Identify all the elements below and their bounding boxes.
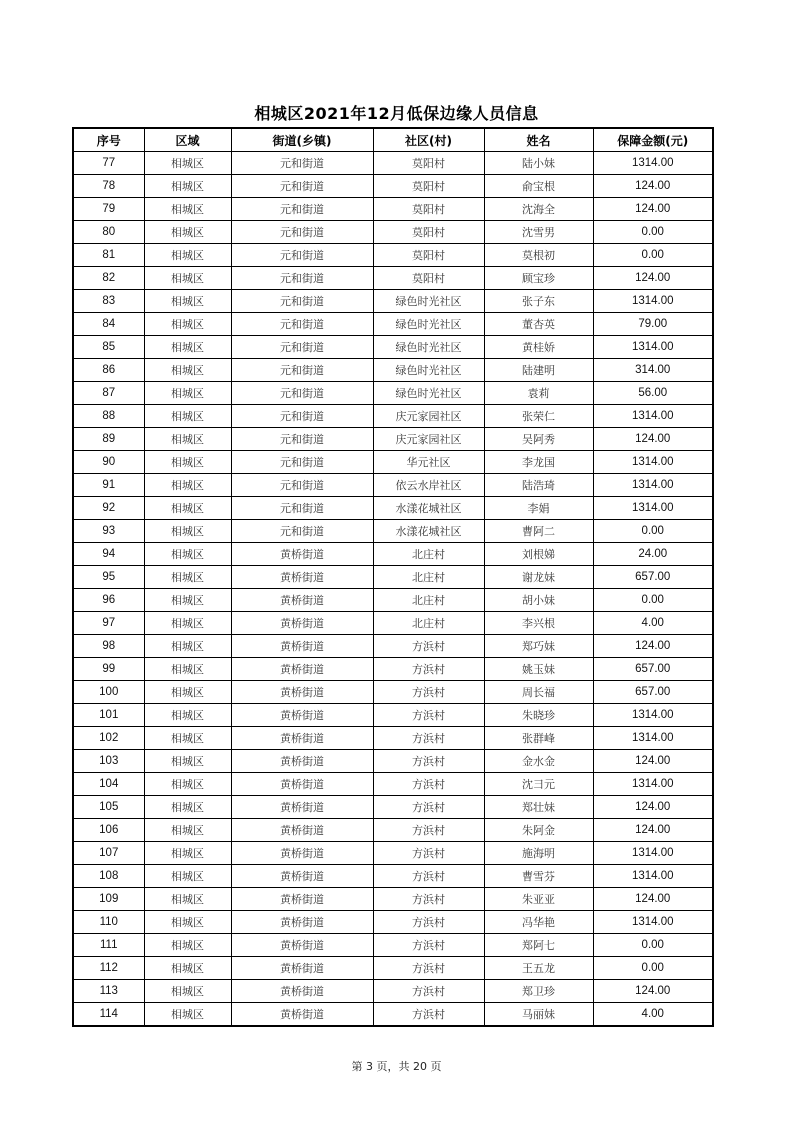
cell-street: 元和街道 [231, 198, 373, 221]
cell-community: 北庄村 [373, 566, 484, 589]
cell-amount: 0.00 [593, 221, 713, 244]
cell-amount: 657.00 [593, 566, 713, 589]
cell-name: 冯华艳 [484, 911, 593, 934]
table-row [73, 635, 713, 658]
cell-serial: 85 [73, 336, 144, 359]
table-row [73, 543, 713, 566]
cell-street: 黄桥街道 [231, 658, 373, 681]
cell-serial: 109 [73, 888, 144, 911]
cell-amount: 124.00 [593, 175, 713, 198]
cell-community: 莫阳村 [373, 175, 484, 198]
cell-community: 方浜村 [373, 750, 484, 773]
header-name: 姓名 [484, 128, 593, 152]
cell-community: 方浜村 [373, 842, 484, 865]
cell-serial: 107 [73, 842, 144, 865]
cell-street: 黄桥街道 [231, 796, 373, 819]
cell-community: 莫阳村 [373, 198, 484, 221]
cell-serial: 87 [73, 382, 144, 405]
cell-street: 黄桥街道 [231, 911, 373, 934]
cell-serial: 79 [73, 198, 144, 221]
cell-district: 相城区 [144, 267, 231, 290]
cell-serial: 78 [73, 175, 144, 198]
cell-community: 方浜村 [373, 796, 484, 819]
cell-district: 相城区 [144, 980, 231, 1003]
cell-district: 相城区 [144, 428, 231, 451]
cell-community: 方浜村 [373, 819, 484, 842]
cell-community: 北庄村 [373, 589, 484, 612]
table-row [73, 819, 713, 842]
cell-street: 元和街道 [231, 152, 373, 175]
cell-name: 朱阿金 [484, 819, 593, 842]
cell-district: 相城区 [144, 796, 231, 819]
header-amount: 保障金额(元) [593, 128, 713, 152]
cell-name: 刘根娣 [484, 543, 593, 566]
cell-street: 元和街道 [231, 221, 373, 244]
cell-district: 相城区 [144, 175, 231, 198]
cell-street: 黄桥街道 [231, 888, 373, 911]
cell-amount: 0.00 [593, 520, 713, 543]
cell-serial: 101 [73, 704, 144, 727]
cell-street: 黄桥街道 [231, 589, 373, 612]
table-row [73, 704, 713, 727]
cell-name: 张群峰 [484, 727, 593, 750]
cell-street: 黄桥街道 [231, 865, 373, 888]
cell-street: 元和街道 [231, 290, 373, 313]
cell-street: 黄桥街道 [231, 704, 373, 727]
cell-district: 相城区 [144, 520, 231, 543]
cell-amount: 4.00 [593, 612, 713, 635]
cell-community: 方浜村 [373, 681, 484, 704]
cell-community: 依云水岸社区 [373, 474, 484, 497]
table-row [73, 221, 713, 244]
cell-amount: 1314.00 [593, 727, 713, 750]
table-row [73, 382, 713, 405]
cell-district: 相城区 [144, 658, 231, 681]
table-row [73, 566, 713, 589]
cell-street: 元和街道 [231, 175, 373, 198]
cell-district: 相城区 [144, 451, 231, 474]
table-row [73, 865, 713, 888]
cell-amount: 124.00 [593, 635, 713, 658]
cell-name: 马丽妹 [484, 1003, 593, 1027]
cell-district: 相城区 [144, 474, 231, 497]
cell-street: 元和街道 [231, 267, 373, 290]
cell-district: 相城区 [144, 244, 231, 267]
cell-district: 相城区 [144, 359, 231, 382]
cell-district: 相城区 [144, 911, 231, 934]
cell-community: 绿色时光社区 [373, 290, 484, 313]
cell-community: 方浜村 [373, 658, 484, 681]
table-row [73, 842, 713, 865]
page-footer: 第 3 页，共 20 页 [351, 1060, 442, 1073]
cell-district: 相城区 [144, 152, 231, 175]
table-row [73, 290, 713, 313]
table-row [73, 336, 713, 359]
cell-amount: 1314.00 [593, 290, 713, 313]
cell-community: 莫阳村 [373, 221, 484, 244]
cell-community: 绿色时光社区 [373, 336, 484, 359]
cell-community: 水漾花城社区 [373, 497, 484, 520]
cell-street: 黄桥街道 [231, 934, 373, 957]
cell-district: 相城区 [144, 221, 231, 244]
cell-district: 相城区 [144, 727, 231, 750]
table-row [73, 497, 713, 520]
cell-district: 相城区 [144, 750, 231, 773]
cell-amount: 1314.00 [593, 911, 713, 934]
cell-serial: 81 [73, 244, 144, 267]
table-row [73, 428, 713, 451]
cell-serial: 95 [73, 566, 144, 589]
table-row [73, 796, 713, 819]
cell-community: 方浜村 [373, 635, 484, 658]
cell-name: 沈雪男 [484, 221, 593, 244]
cell-serial: 108 [73, 865, 144, 888]
cell-serial: 100 [73, 681, 144, 704]
table-row [73, 520, 713, 543]
table-row [73, 612, 713, 635]
cell-district: 相城区 [144, 842, 231, 865]
cell-serial: 105 [73, 796, 144, 819]
table-row [73, 175, 713, 198]
table-row [73, 750, 713, 773]
table-row [73, 888, 713, 911]
cell-amount: 1314.00 [593, 336, 713, 359]
cell-serial: 112 [73, 957, 144, 980]
cell-street: 黄桥街道 [231, 750, 373, 773]
cell-amount: 124.00 [593, 819, 713, 842]
cell-street: 黄桥街道 [231, 612, 373, 635]
cell-community: 方浜村 [373, 888, 484, 911]
cell-name: 莫根初 [484, 244, 593, 267]
cell-community: 北庄村 [373, 612, 484, 635]
cell-district: 相城区 [144, 704, 231, 727]
cell-name: 金水金 [484, 750, 593, 773]
cell-amount: 1314.00 [593, 474, 713, 497]
table-row [73, 957, 713, 980]
cell-amount: 1314.00 [593, 865, 713, 888]
cell-district: 相城区 [144, 888, 231, 911]
recipients-table [72, 127, 714, 1027]
cell-name: 俞宝根 [484, 175, 593, 198]
cell-district: 相城区 [144, 566, 231, 589]
cell-street: 元和街道 [231, 359, 373, 382]
header-community: 社区(村) [373, 128, 484, 152]
cell-amount: 124.00 [593, 267, 713, 290]
cell-community: 方浜村 [373, 980, 484, 1003]
cell-name: 李兴根 [484, 612, 593, 635]
cell-district: 相城区 [144, 612, 231, 635]
cell-serial: 86 [73, 359, 144, 382]
cell-district: 相城区 [144, 773, 231, 796]
cell-street: 黄桥街道 [231, 773, 373, 796]
cell-amount: 1314.00 [593, 773, 713, 796]
cell-street: 黄桥街道 [231, 681, 373, 704]
cell-serial: 94 [73, 543, 144, 566]
cell-amount: 1314.00 [593, 704, 713, 727]
cell-amount: 1314.00 [593, 405, 713, 428]
table-row [73, 911, 713, 934]
cell-district: 相城区 [144, 543, 231, 566]
cell-community: 水漾花城社区 [373, 520, 484, 543]
cell-name: 姚玉妹 [484, 658, 593, 681]
cell-district: 相城区 [144, 336, 231, 359]
cell-serial: 89 [73, 428, 144, 451]
cell-name: 朱亚亚 [484, 888, 593, 911]
cell-serial: 113 [73, 980, 144, 1003]
cell-name: 李娟 [484, 497, 593, 520]
cell-community: 绿色时光社区 [373, 359, 484, 382]
cell-name: 曹雪芬 [484, 865, 593, 888]
cell-serial: 92 [73, 497, 144, 520]
cell-amount: 657.00 [593, 658, 713, 681]
cell-serial: 90 [73, 451, 144, 474]
cell-street: 元和街道 [231, 520, 373, 543]
cell-name: 顾宝珍 [484, 267, 593, 290]
cell-amount: 124.00 [593, 888, 713, 911]
cell-serial: 91 [73, 474, 144, 497]
cell-name: 沈彐元 [484, 773, 593, 796]
cell-community: 方浜村 [373, 704, 484, 727]
table-header-row [73, 128, 713, 152]
cell-district: 相城区 [144, 1003, 231, 1027]
cell-community: 莫阳村 [373, 244, 484, 267]
table-row [73, 359, 713, 382]
cell-street: 元和街道 [231, 451, 373, 474]
cell-name: 周长福 [484, 681, 593, 704]
cell-name: 张子东 [484, 290, 593, 313]
cell-community: 绿色时光社区 [373, 382, 484, 405]
table-row [73, 934, 713, 957]
cell-serial: 104 [73, 773, 144, 796]
cell-amount: 124.00 [593, 980, 713, 1003]
cell-district: 相城区 [144, 405, 231, 428]
table-row [73, 681, 713, 704]
cell-serial: 106 [73, 819, 144, 842]
cell-serial: 111 [73, 934, 144, 957]
cell-district: 相城区 [144, 819, 231, 842]
cell-community: 北庄村 [373, 543, 484, 566]
cell-amount: 1314.00 [593, 497, 713, 520]
cell-street: 元和街道 [231, 336, 373, 359]
header-serial: 序号 [73, 128, 144, 152]
cell-community: 方浜村 [373, 865, 484, 888]
cell-serial: 83 [73, 290, 144, 313]
cell-amount: 56.00 [593, 382, 713, 405]
cell-street: 元和街道 [231, 244, 373, 267]
cell-street: 黄桥街道 [231, 566, 373, 589]
cell-name: 黄桂娇 [484, 336, 593, 359]
cell-street: 黄桥街道 [231, 957, 373, 980]
cell-community: 莫阳村 [373, 267, 484, 290]
cell-serial: 110 [73, 911, 144, 934]
cell-amount: 79.00 [593, 313, 713, 336]
cell-name: 袁莉 [484, 382, 593, 405]
cell-serial: 88 [73, 405, 144, 428]
cell-serial: 77 [73, 152, 144, 175]
cell-amount: 124.00 [593, 796, 713, 819]
cell-district: 相城区 [144, 589, 231, 612]
cell-street: 黄桥街道 [231, 543, 373, 566]
cell-amount: 0.00 [593, 589, 713, 612]
table-row [73, 244, 713, 267]
cell-amount: 1314.00 [593, 152, 713, 175]
cell-street: 元和街道 [231, 474, 373, 497]
cell-amount: 0.00 [593, 934, 713, 957]
cell-community: 方浜村 [373, 934, 484, 957]
table-row [73, 658, 713, 681]
cell-name: 吴阿秀 [484, 428, 593, 451]
cell-name: 王五龙 [484, 957, 593, 980]
cell-district: 相城区 [144, 635, 231, 658]
header-street: 街道(乡镇) [231, 128, 373, 152]
cell-serial: 80 [73, 221, 144, 244]
table-row [73, 267, 713, 290]
cell-street: 元和街道 [231, 405, 373, 428]
table-body [73, 152, 713, 1027]
table-row [73, 773, 713, 796]
table-row [73, 980, 713, 1003]
cell-name: 陆小妹 [484, 152, 593, 175]
table-row [73, 474, 713, 497]
cell-amount: 124.00 [593, 198, 713, 221]
cell-serial: 93 [73, 520, 144, 543]
header-district: 区域 [144, 128, 231, 152]
cell-amount: 124.00 [593, 750, 713, 773]
cell-community: 庆元家园社区 [373, 405, 484, 428]
cell-amount: 657.00 [593, 681, 713, 704]
document-title: 相城区2021年12月低保边缘人员信息 [254, 104, 539, 123]
cell-community: 莫阳村 [373, 152, 484, 175]
table-row [73, 313, 713, 336]
cell-district: 相城区 [144, 290, 231, 313]
cell-serial: 84 [73, 313, 144, 336]
table-row [73, 727, 713, 750]
cell-community: 方浜村 [373, 727, 484, 750]
cell-serial: 114 [73, 1003, 144, 1027]
table-row [73, 589, 713, 612]
cell-district: 相城区 [144, 497, 231, 520]
table-row [73, 405, 713, 428]
cell-name: 董杏英 [484, 313, 593, 336]
cell-amount: 24.00 [593, 543, 713, 566]
cell-street: 黄桥街道 [231, 727, 373, 750]
cell-street: 元和街道 [231, 313, 373, 336]
cell-name: 沈海全 [484, 198, 593, 221]
cell-district: 相城区 [144, 382, 231, 405]
cell-amount: 4.00 [593, 1003, 713, 1027]
cell-name: 谢龙妹 [484, 566, 593, 589]
cell-serial: 98 [73, 635, 144, 658]
cell-community: 方浜村 [373, 957, 484, 980]
cell-name: 郑卫珍 [484, 980, 593, 1003]
cell-serial: 96 [73, 589, 144, 612]
cell-name: 郑阿七 [484, 934, 593, 957]
cell-name: 曹阿二 [484, 520, 593, 543]
cell-community: 方浜村 [373, 911, 484, 934]
cell-name: 施海明 [484, 842, 593, 865]
cell-street: 元和街道 [231, 382, 373, 405]
cell-amount: 124.00 [593, 428, 713, 451]
cell-name: 朱晓珍 [484, 704, 593, 727]
cell-serial: 102 [73, 727, 144, 750]
cell-district: 相城区 [144, 865, 231, 888]
cell-amount: 1314.00 [593, 451, 713, 474]
cell-serial: 103 [73, 750, 144, 773]
cell-district: 相城区 [144, 198, 231, 221]
cell-street: 黄桥街道 [231, 980, 373, 1003]
cell-district: 相城区 [144, 957, 231, 980]
cell-amount: 0.00 [593, 957, 713, 980]
cell-name: 陆建明 [484, 359, 593, 382]
cell-street: 黄桥街道 [231, 1003, 373, 1027]
cell-name: 张荣仁 [484, 405, 593, 428]
cell-serial: 97 [73, 612, 144, 635]
cell-district: 相城区 [144, 681, 231, 704]
cell-community: 绿色时光社区 [373, 313, 484, 336]
cell-district: 相城区 [144, 934, 231, 957]
cell-street: 黄桥街道 [231, 635, 373, 658]
table-row [73, 451, 713, 474]
cell-amount: 0.00 [593, 244, 713, 267]
cell-community: 庆元家园社区 [373, 428, 484, 451]
cell-serial: 99 [73, 658, 144, 681]
table-row [73, 198, 713, 221]
cell-amount: 314.00 [593, 359, 713, 382]
cell-community: 华元社区 [373, 451, 484, 474]
cell-community: 方浜村 [373, 773, 484, 796]
table-row [73, 1003, 713, 1027]
cell-serial: 82 [73, 267, 144, 290]
cell-name: 陆浩琦 [484, 474, 593, 497]
cell-street: 元和街道 [231, 497, 373, 520]
table-row [73, 152, 713, 175]
cell-street: 黄桥街道 [231, 842, 373, 865]
cell-community: 方浜村 [373, 1003, 484, 1027]
cell-street: 元和街道 [231, 428, 373, 451]
cell-amount: 1314.00 [593, 842, 713, 865]
cell-street: 黄桥街道 [231, 819, 373, 842]
cell-district: 相城区 [144, 313, 231, 336]
cell-name: 胡小妹 [484, 589, 593, 612]
cell-name: 郑巧妹 [484, 635, 593, 658]
cell-name: 郑壮妹 [484, 796, 593, 819]
cell-name: 李龙国 [484, 451, 593, 474]
